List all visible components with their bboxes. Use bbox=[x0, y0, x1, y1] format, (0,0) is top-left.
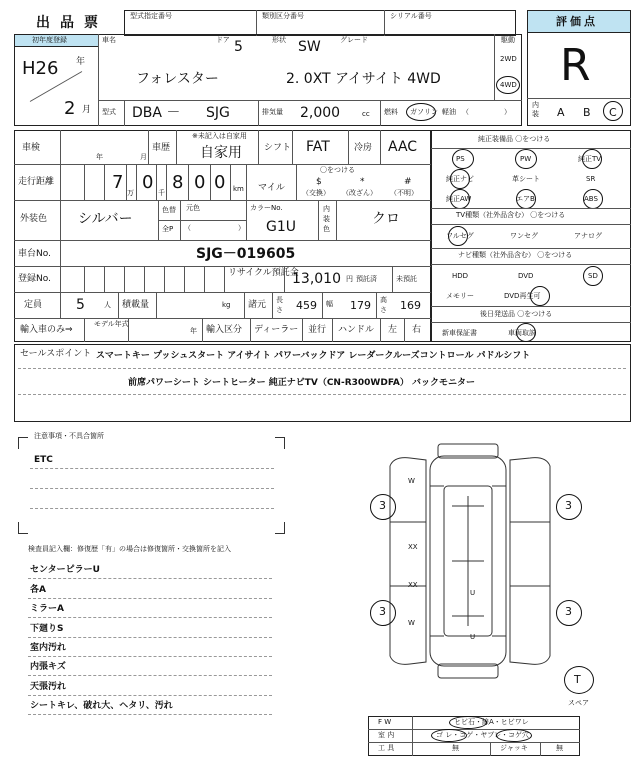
navi-sd: SD bbox=[588, 272, 598, 280]
meter-opt-3-label: （不明） bbox=[390, 189, 418, 197]
navi-dvd-play: DVD再生可 bbox=[504, 292, 541, 300]
chassis-value: SJG－019605 bbox=[196, 246, 296, 262]
interior-row-label: 室 内 bbox=[378, 731, 395, 739]
inspector-item-7: 天張汚れ bbox=[30, 682, 67, 692]
inspector-item-2: 各A bbox=[30, 585, 46, 595]
fuel-gasoline: ガソリン bbox=[410, 108, 438, 116]
deposited-label: 預託済 bbox=[356, 275, 377, 283]
reg-year-unit: 年 bbox=[76, 57, 86, 67]
all-paint-label: 全P bbox=[162, 225, 174, 233]
drive-4wd-circle bbox=[496, 76, 520, 94]
dims-label: 諸元 bbox=[248, 300, 267, 310]
capacity-label: 定員 bbox=[24, 300, 43, 310]
mark-u-2: U bbox=[470, 633, 476, 641]
tv-analog: アナログ bbox=[574, 232, 602, 240]
first-reg-label: 初年度登録 bbox=[32, 36, 67, 44]
equip-leather: 革シート bbox=[512, 175, 540, 183]
meter-opt-2-label: （改ざん） bbox=[342, 189, 377, 197]
class-label: 類別区分番号 bbox=[262, 12, 304, 20]
chassis-label: 車台No. bbox=[18, 249, 51, 259]
notes-title: 注意事項・不具合箇所 bbox=[34, 432, 104, 440]
mark-3-tr: 3 bbox=[565, 499, 572, 512]
import-year-unit: 年 bbox=[190, 327, 197, 335]
meter-opt-2-sym: * bbox=[360, 177, 365, 187]
meter-opt-1-label: （交換） bbox=[302, 189, 330, 197]
recycle-value: 13,010 bbox=[292, 271, 341, 287]
rating-label: 評価点 bbox=[556, 15, 598, 28]
mark-3-tl: 3 bbox=[379, 499, 386, 512]
parallel-label: 並行 bbox=[308, 325, 327, 335]
tv-fullseg: フルセグ bbox=[446, 232, 474, 240]
fuel-light-oil: 軽油 bbox=[442, 108, 456, 116]
tools-value-2: 無 bbox=[556, 744, 563, 752]
mileage-digit-1: 7 bbox=[112, 172, 124, 193]
spare-mark: T bbox=[574, 673, 581, 686]
cooling-label: 冷房 bbox=[354, 143, 373, 153]
navi-memory: メモリー bbox=[446, 292, 474, 300]
tv-title: TV種類（社外品含む） 〇をつける bbox=[456, 211, 566, 219]
recycle-unit: 円 bbox=[346, 275, 353, 283]
mark-3-br: 3 bbox=[565, 605, 572, 618]
jack-label: ジャッキ bbox=[500, 744, 528, 752]
reg-year: H26 bbox=[22, 58, 59, 79]
sen-unit: 千 bbox=[158, 189, 165, 197]
displacement-label: 排気量 bbox=[262, 108, 283, 116]
reg-no-label: 登録No. bbox=[18, 274, 51, 284]
grade-label: グレード bbox=[340, 36, 368, 44]
navi-title: ナビ種類（社外品含む） 〇をつける bbox=[458, 251, 573, 259]
tools-label: 工 具 bbox=[378, 744, 395, 752]
tools-value-1: 無 bbox=[452, 744, 459, 752]
equip-tv: 純正TV bbox=[578, 155, 602, 163]
meter-circle-note: 〇をつける bbox=[320, 166, 355, 174]
sales-point-label: セールスポイント bbox=[20, 349, 92, 359]
sheet-title: 出品票 bbox=[36, 15, 108, 31]
header-codes-box bbox=[124, 10, 516, 36]
width-label: 幅 bbox=[326, 300, 333, 308]
model-prefix: DBA － bbox=[132, 105, 181, 121]
km-unit: km bbox=[233, 185, 244, 193]
notes-item-1: ETC bbox=[34, 455, 53, 465]
handle-label: ハンドル bbox=[338, 325, 375, 335]
displacement-value: 2,000 bbox=[300, 105, 341, 121]
mileage-digit-4: 0 bbox=[194, 172, 206, 193]
mark-xx-2: XX bbox=[408, 581, 418, 589]
import-label: 輸入車のみ⇒ bbox=[20, 325, 73, 335]
interior-color-value: クロ bbox=[372, 211, 400, 227]
history-value: 自家用 bbox=[200, 145, 242, 161]
serial-label: シリアル番号 bbox=[390, 12, 432, 20]
width-value: 179 bbox=[350, 299, 371, 312]
inspector-item-3: ミラーA bbox=[30, 604, 64, 614]
kg-unit: kg bbox=[222, 301, 231, 309]
drive-label: 駆動 bbox=[501, 36, 515, 44]
car-diagram bbox=[360, 436, 580, 686]
fw-value: ヒビ石・線A・ヒビワレ bbox=[454, 718, 529, 726]
meter-opt-3-sym: # bbox=[404, 177, 412, 187]
docs-title: 後日発送品 〇をつける bbox=[480, 310, 553, 318]
not-deposited-label: 未預託 bbox=[396, 275, 417, 283]
model-year-label: モデル年式 bbox=[94, 320, 129, 328]
interior-row-value: ゴ レ・コゲ・ヤブレ・コゲ穴 bbox=[436, 731, 529, 739]
height-value: 169 bbox=[400, 299, 421, 312]
mileage-digit-5: 0 bbox=[214, 172, 226, 193]
car-name: フォレスター bbox=[136, 71, 219, 87]
type-spec-label: 型式指定番号 bbox=[130, 12, 172, 20]
model-value: SJG bbox=[206, 105, 230, 121]
color-paren-close: ） bbox=[238, 224, 245, 232]
interior-label: 内装 bbox=[532, 101, 539, 118]
import-div-label: 輸入区分 bbox=[206, 325, 243, 335]
inspector-item-1: センターピラーU bbox=[30, 565, 100, 575]
inspector-item-4: 下廻りS bbox=[30, 624, 64, 634]
navi-hdd: HDD bbox=[452, 272, 469, 280]
shift-label: シフト bbox=[264, 143, 292, 153]
fuel-label: 燃料 bbox=[384, 108, 398, 116]
man-unit: 万 bbox=[127, 189, 134, 197]
mileage-label: 走行距離 bbox=[18, 177, 55, 187]
tv-oneseg: ワンセグ bbox=[510, 232, 538, 240]
length-value: 459 bbox=[296, 299, 317, 312]
drive-2wd: 2WD bbox=[500, 55, 517, 63]
equip-navi: 純正ナビ bbox=[446, 175, 474, 183]
color-change-label: 色替 bbox=[162, 206, 176, 214]
mark-xx-1: XX bbox=[408, 543, 418, 551]
paren-close: ） bbox=[504, 108, 511, 116]
mark-w-bottom: W bbox=[408, 619, 415, 627]
inspector-item-6: 内張キズ bbox=[30, 662, 66, 672]
rating-value: R bbox=[560, 40, 591, 91]
docs-manual: 車両取説 bbox=[508, 329, 536, 337]
reg-month: 2 bbox=[64, 98, 76, 119]
docs-warranty: 新車保証書 bbox=[442, 329, 477, 337]
fuel-circle bbox=[406, 103, 436, 121]
mark-w-top: W bbox=[408, 477, 415, 485]
inspection-month-unit: 月 bbox=[140, 153, 147, 161]
color-value: シルバー bbox=[78, 211, 133, 227]
equip-airbag: エアB bbox=[516, 195, 535, 203]
interior-grade-a: A bbox=[557, 106, 565, 119]
mark-3-bl: 3 bbox=[379, 605, 386, 618]
cooling-value: AAC bbox=[388, 139, 418, 155]
handle-right: 右 bbox=[412, 325, 422, 335]
equipment-title: 純正装備品 〇をつける bbox=[478, 135, 551, 143]
interior-grade-b: B bbox=[583, 106, 591, 119]
meter-opt-1-sym: $ bbox=[316, 177, 322, 187]
equip-abs: ABS bbox=[584, 195, 598, 203]
load-label: 積載量 bbox=[122, 300, 150, 310]
paren-open: （ bbox=[462, 108, 469, 116]
doors-label: ドア bbox=[216, 36, 230, 44]
color-no-label: カラーNo. bbox=[250, 204, 283, 212]
recycle-label: リサイクル預託金 bbox=[228, 268, 299, 278]
original-color-label: 元色 bbox=[186, 204, 200, 212]
handle-left: 左 bbox=[388, 325, 398, 335]
equip-ps: PS bbox=[456, 155, 465, 163]
shift-value: FAT bbox=[306, 139, 330, 155]
sales-point-line2: 前席パワーシート シートヒーター 純正ナビTV（CN-R300WDFA） バックモニター bbox=[128, 378, 476, 388]
body-value: SW bbox=[298, 39, 321, 55]
inspection-label: 車検 bbox=[22, 143, 41, 153]
cc-unit: cc bbox=[362, 110, 370, 118]
reg-month-unit: 月 bbox=[82, 105, 92, 115]
spare-label: スペア bbox=[568, 699, 589, 707]
drive-4wd: 4WD bbox=[500, 81, 517, 89]
mileage-digit-2: 0 bbox=[142, 172, 154, 193]
inspector-title: 検査員記入欄：修復歴「有」の場合は修復箇所・交換箇所を記入 bbox=[28, 545, 231, 553]
color-paren-open: （ bbox=[184, 224, 191, 232]
fw-label: F W bbox=[378, 718, 392, 726]
length-label: 長さ bbox=[276, 296, 283, 314]
inspection-year-unit: 年 bbox=[96, 153, 103, 161]
doors-value: 5 bbox=[234, 39, 243, 55]
equip-sr: SR bbox=[586, 175, 596, 183]
inspector-item-8: シートキレ、破れ大、ヘタリ、汚れ bbox=[30, 701, 173, 711]
navi-dvd: DVD bbox=[518, 272, 534, 280]
model-label: 型式 bbox=[102, 108, 116, 116]
color-no-value: G1U bbox=[266, 219, 297, 235]
interior-color-label: 内装色 bbox=[323, 205, 330, 233]
capacity-unit: 人 bbox=[104, 301, 111, 309]
mileage-digit-3: 8 bbox=[172, 172, 184, 193]
equip-pw: PW bbox=[520, 155, 532, 163]
equip-aw: 純正AW bbox=[446, 195, 472, 203]
capacity-value: 5 bbox=[76, 297, 85, 313]
color-label: 外装色 bbox=[20, 214, 48, 224]
mark-u-1: U bbox=[470, 589, 476, 597]
interior-grade-circle bbox=[603, 101, 623, 121]
grade-value: 2. 0XT アイサイト 4WD bbox=[286, 71, 441, 87]
history-label: 車歴 bbox=[152, 143, 171, 153]
history-note: ※未記入は自家用 bbox=[192, 132, 247, 140]
interior-grade-c: C bbox=[609, 106, 617, 119]
car-name-label: 車名 bbox=[102, 36, 116, 44]
dealer-label: ディーラー bbox=[254, 325, 299, 335]
body-label: 形状 bbox=[272, 36, 286, 44]
inspector-item-5: 室内汚れ bbox=[30, 643, 67, 653]
height-label: 高さ bbox=[380, 296, 387, 314]
mile-label: マイル bbox=[258, 183, 285, 193]
sales-point-line1: スマートキー プッシュスタート アイサイト パワーバックドア レーダークルーズコントロール パドルシフト bbox=[96, 351, 531, 361]
